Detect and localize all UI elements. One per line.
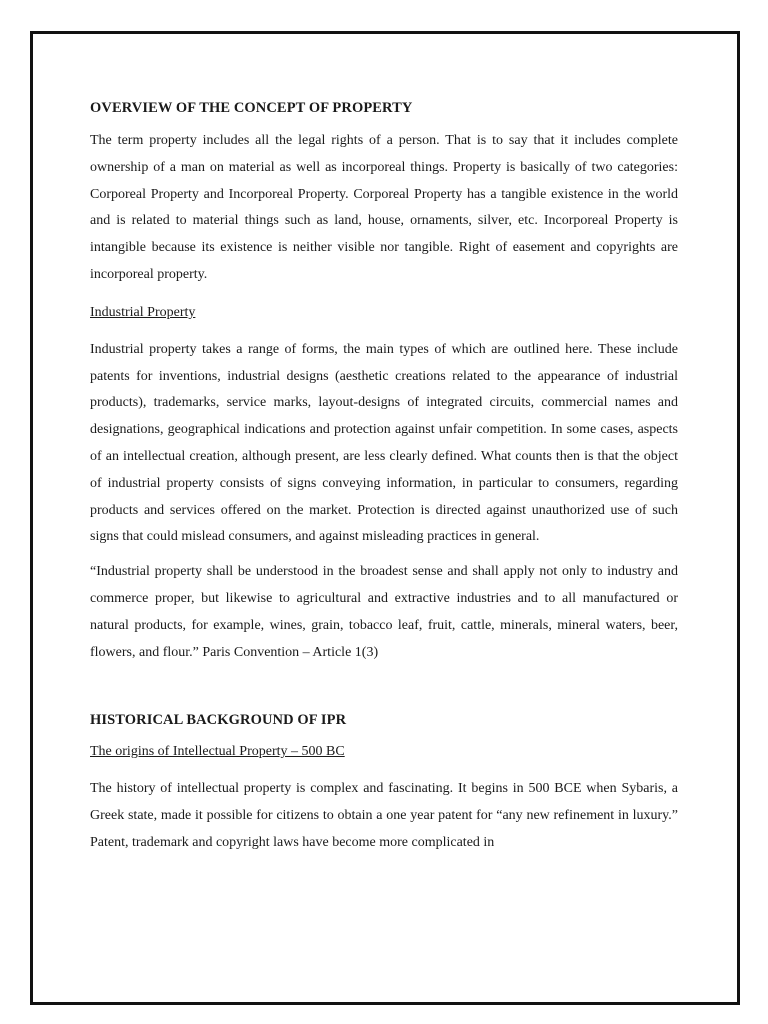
section-heading-overview: OVERVIEW OF THE CONCEPT OF PROPERTY (90, 100, 413, 116)
subheading-origins: The origins of Intellectual Property – 500 BC (90, 744, 345, 760)
section-spacer (90, 674, 678, 710)
paris-convention-quote: “Industrial property shall be understood in the broadest sense and shall apply not only to industry and commerce proper, but likewise to agricultural and extractive industries and to all manufactured or natural products, for example, wines, grain, tobacco leaf, fruit, cattle, minerals, mineral waters, beer, flowers, and flour.” Paris Convention – Article 1(3) (90, 564, 678, 660)
history-paragraph: The history of intellectual property is complex and fascinating. It begins in 500 BCE when Sybaris, a Greek state, made it possible for citizens to obtain a one year patent for “any new refinement in luxury.” Patent, trademark and copyright laws have become more complicated in (90, 781, 678, 850)
industrial-property-paragraph: Industrial property takes a range of forms, the main types of which are outlined here. These include patents for inventions, industrial designs (aesthetic creations related to the appearance of industrial products), trademarks, service marks, layout-designs of integrated circuits, commercial names and designations, geographical indications and protection against unfair competition. In some cases, aspects of an intellectual creation, although present, are less clearly defined. What counts then is that the object of industrial property consists of signs conveying information, in particular to consumers, regarding products and services offered on the market. Protection is directed against unauthorized use of such signs that could mislead consumers, and against misleading practices in general. (90, 341, 678, 545)
section-heading-historical: HISTORICAL BACKGROUND OF IPR (90, 712, 347, 729)
subheading-industrial-property: Industrial Property (90, 304, 196, 320)
document-body (90, 98, 678, 865)
overview-paragraph: The term property includes all the legal rights of a person. That is to say that it includes complete ownership of a man on material as well as incorporeal things. Property is basically of two categories: Corporeal Property and Incorporeal Property. Corporeal Property has a tangible existence in the world and is related to material things such as land, house, ornaments, silver, etc. Incorporeal Property is intangible because its existence is neither visible nor tangible. Right of easement and copyrights are incorporeal property. (90, 133, 678, 282)
